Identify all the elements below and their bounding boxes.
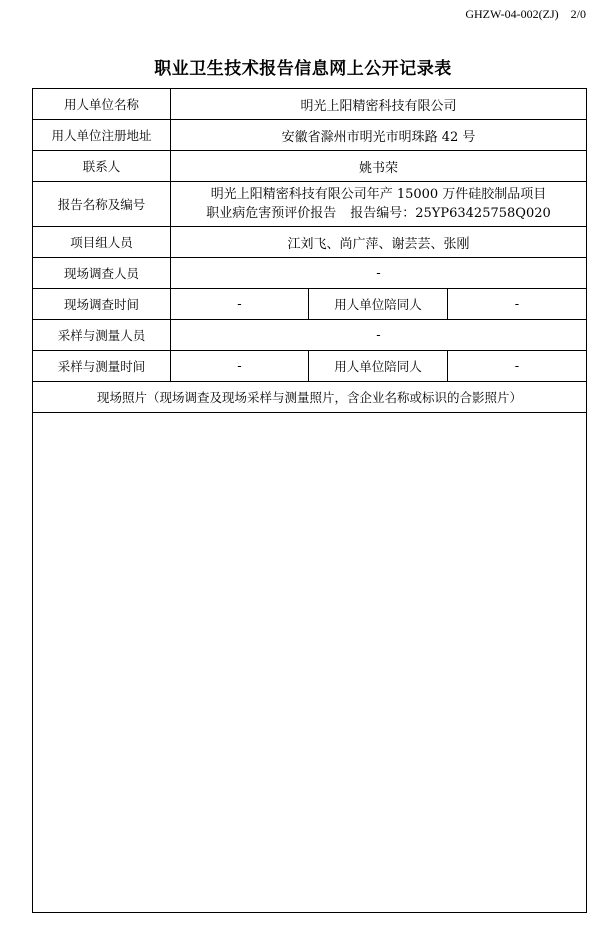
report-name-line2 xyxy=(175,204,582,223)
row-survey-time xyxy=(33,289,587,320)
employer-address-value: 安徽省滁州市明光市明珠路 42 号 xyxy=(171,120,587,151)
report-name-line2a: 职业病危害预评价报告 xyxy=(206,206,337,221)
sampling-staff-label: 采样与测量人员 xyxy=(33,320,171,351)
disclosure-record-table xyxy=(32,88,587,913)
row-project-team xyxy=(33,227,587,258)
survey-time-label: 现场调查时间 xyxy=(33,289,171,320)
document-code-number: GHZW-04-002(ZJ) xyxy=(465,7,559,21)
row-sampling-staff xyxy=(33,320,587,351)
report-number: 报告编号：25YP63425758Q020 xyxy=(350,206,551,221)
row-photos-header xyxy=(33,382,587,413)
report-value xyxy=(171,182,587,227)
site-photos-area xyxy=(33,413,587,913)
project-team-label: 项目组人员 xyxy=(33,227,171,258)
document-title: 职业卫生技术报告信息网上公开记录表 xyxy=(154,59,452,79)
row-report xyxy=(33,182,587,227)
row-photos-area xyxy=(33,413,587,913)
sampling-staff-value: - xyxy=(171,320,587,351)
survey-companion-label: 用人单位陪同人 xyxy=(309,289,448,320)
report-label: 报告名称及编号 xyxy=(33,182,171,227)
sampling-companion-value: - xyxy=(448,351,587,382)
survey-time-value: - xyxy=(171,289,309,320)
row-survey-staff xyxy=(33,258,587,289)
survey-staff-label: 现场调查人员 xyxy=(33,258,171,289)
survey-staff-value: - xyxy=(171,258,587,289)
row-contact xyxy=(33,151,587,182)
row-sampling-time xyxy=(33,351,587,382)
survey-companion-value: - xyxy=(448,289,587,320)
row-employer-name xyxy=(33,89,587,120)
row-employer-address xyxy=(33,120,587,151)
site-photos-label: 现场照片（现场调查及现场采样与测量照片，含企业名称或标识的合影照片） xyxy=(33,382,587,413)
contact-label: 联系人 xyxy=(33,151,171,182)
page-number: 2/0 xyxy=(570,7,586,21)
sampling-time-label: 采样与测量时间 xyxy=(33,351,171,382)
report-name-line1: 明光上阳精密科技有限公司年产 15000 万件硅胶制品项目 xyxy=(210,187,547,202)
project-team-value: 江刘飞、尚广萍、谢芸芸、张刚 xyxy=(171,227,587,258)
sampling-time-value: - xyxy=(171,351,309,382)
document-code xyxy=(465,7,586,22)
contact-value: 姚书荣 xyxy=(171,151,587,182)
employer-name-value: 明光上阳精密科技有限公司 xyxy=(171,89,587,120)
employer-address-label: 用人单位注册地址 xyxy=(33,120,171,151)
sampling-companion-label: 用人单位陪同人 xyxy=(309,351,448,382)
employer-name-label: 用人单位名称 xyxy=(33,89,171,120)
